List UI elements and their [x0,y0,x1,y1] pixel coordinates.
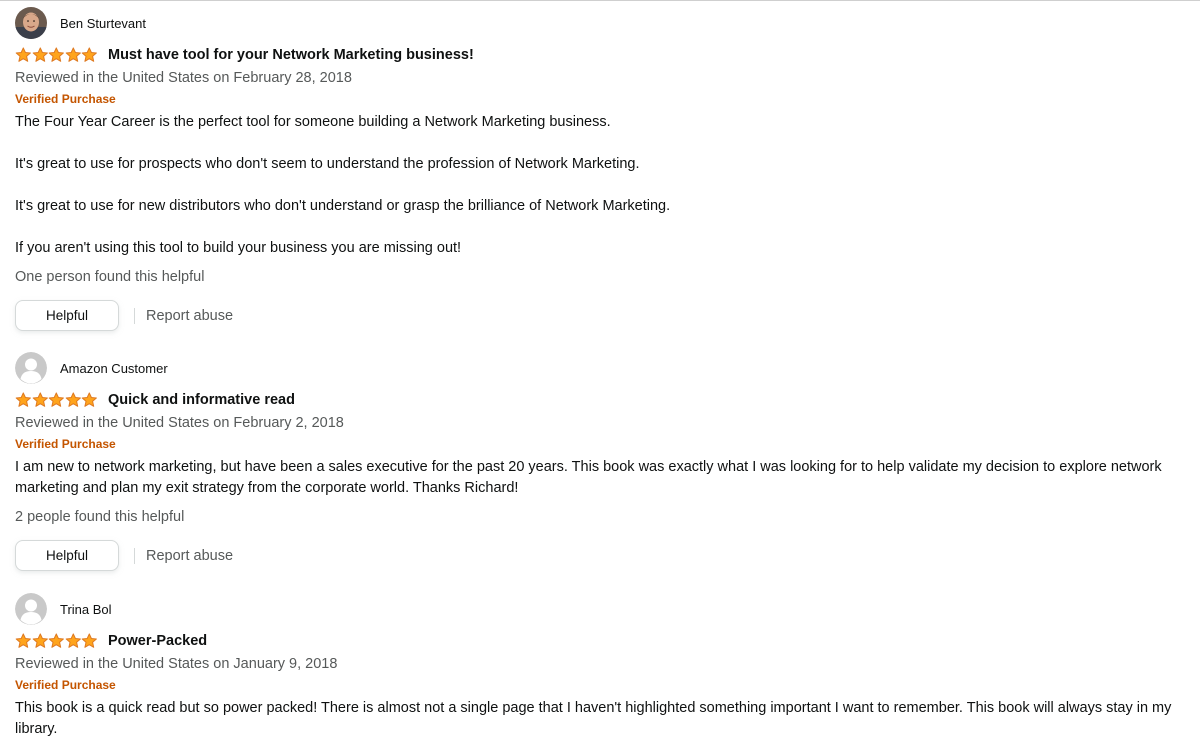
review-paragraph: The Four Year Career is the perfect tool for someone building a Network Marketing business. [15,114,611,130]
review-body [15,698,1185,740]
default-avatar-icon[interactable] [15,352,47,384]
review-card [15,592,1185,740]
reviewer-profile[interactable] [15,6,1185,40]
review-date: Reviewed in the United States on February 2, 2018 [15,415,344,431]
star-icon [15,633,32,649]
review-card [15,351,1185,571]
reviewer-profile[interactable] [15,351,1185,385]
star-icon [65,47,82,63]
review-body [15,112,1185,259]
helpful-count: 2 people found this helpful [15,509,185,525]
default-avatar-icon[interactable] [15,593,47,625]
helpful-button[interactable]: Helpful [15,540,119,571]
review-title[interactable]: Must have tool for your Network Marketing business! [108,47,474,63]
review-date: Reviewed in the United States on January 9, 2018 [15,656,338,672]
divider [134,548,135,564]
star-rating[interactable] [15,392,98,408]
reviewer-profile[interactable] [15,592,1185,626]
star-icon [81,633,98,649]
helpful-button[interactable]: Helpful [15,300,119,331]
reviewer-name[interactable]: Amazon Customer [60,360,168,376]
reviewer-name[interactable]: Trina Bol [60,601,112,617]
star-icon [15,392,32,408]
avatar[interactable] [15,7,47,39]
review-paragraph: I am new to network marketing, but have been a sales executive for the past 20 years. This book was exactly what I was looking for to help validate my decision to explore network marketing and plan my exit strategy from the corporate world. Thanks Richard! [15,459,1162,496]
reviewer-name[interactable]: Ben Sturtevant [60,15,146,31]
star-icon [32,392,49,408]
star-rating[interactable] [15,47,98,63]
report-abuse-link[interactable]: Report abuse [146,307,234,324]
star-icon [32,633,49,649]
report-abuse-link[interactable]: Report abuse [146,547,234,564]
verified-purchase-badge[interactable]: Verified Purchase [15,678,116,692]
star-icon [65,392,82,408]
review-card [15,6,1185,331]
verified-purchase-badge[interactable]: Verified Purchase [15,92,116,106]
star-icon [81,47,98,63]
star-icon [48,633,65,649]
star-icon [48,392,65,408]
review-body [15,457,1185,499]
verified-purchase-badge[interactable]: Verified Purchase [15,437,116,451]
star-icon [48,47,65,63]
review-date: Reviewed in the United States on February 28, 2018 [15,70,352,86]
divider [134,308,135,324]
star-rating[interactable] [15,633,98,649]
star-icon [15,47,32,63]
star-icon [81,392,98,408]
review-paragraph: This book is a quick read but so power packed! There is almost not a single page that I haven't highlighted something important I want to remember. This book will always stay in my library. [15,700,1172,737]
star-icon [32,47,49,63]
review-title[interactable]: Quick and informative read [108,392,295,408]
review-title[interactable]: Power-Packed [108,633,208,649]
helpful-count: One person found this helpful [15,269,205,285]
review-paragraph: If you aren't using this tool to build your business you are missing out! [15,240,462,256]
review-paragraph: It's great to use for new distributors who don't understand or grasp the brilliance of Network Marketing. [15,198,671,214]
review-paragraph: It's great to use for prospects who don't seem to understand the profession of Network Marketing. [15,156,640,172]
star-icon [65,633,82,649]
